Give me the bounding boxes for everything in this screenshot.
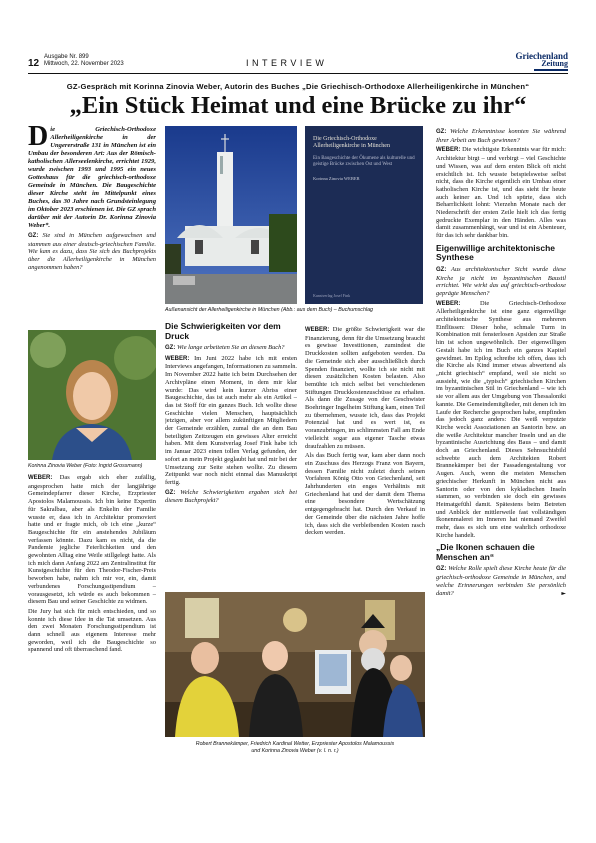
answer-1-continued: Die Jury hat sich für mich entschieden, und so konnte ich diese Idee in die Tat umsetzen. Aus den zwei Monaten Forschungsstipendium ist dann schnell aus eigenem Interesse mehr geworden, weil ich die Baugeschichte so spannend und oft überraschend fand. xyxy=(28,607,156,654)
church-illustration xyxy=(165,126,297,304)
portrait-illustration xyxy=(28,330,156,460)
answer-3: WEBER: Die größte Schwierigkeit war die Finanzierung, denn für die Umsetzung braucht es gewisse Investitionen, zumindest die Druckkosten sollten aufgeboten werden. Da die Gemeinde sich aber ausschließlich durch Spenden finanziert, wollte ich sie nicht mit diesen zusätzlichen Kosten belasten. Also bemühte ich mich selbst bei verschiedenen Stiftungen Druckkostenzuschüsse zu erhalten. Als dann die Zusage von der Geschwister Boehringer Ingelheim Stiftung kam, einen Teil zu übernehmen, wusste ich, dass das Projekt Potenzial hat und es wert ist, es voranzubringen, im schlimmsten Fall am Ende vielleicht sogar aus eigener Tasche etwas draufzahlen zu müssen. xyxy=(305,326,425,450)
logo-bar xyxy=(534,69,568,71)
question-2: GZ: Wie lange arbeiteten Sie an diesem Buch? xyxy=(165,344,285,351)
issue-number: Ausgabe Nr. 899 xyxy=(44,54,89,60)
subheading-druck: Die Schwierigkeiten vor dem Druck xyxy=(165,321,281,341)
continue-arrow-icon: ► xyxy=(561,589,566,597)
subheading-synthese: Eigenwillige architektonische Synthese xyxy=(436,242,556,263)
question-1: GZ: Sie sind in München aufgewachsen und stammen aus einer deutsch-griechischen Familie. Wie kam es dazu, dass Sie sich des Buchprojekts über die Allerheiligenkirche in München angenommen haben? xyxy=(28,232,156,271)
issue-date: Mittwoch, 22. November 2023 xyxy=(44,61,124,67)
question-6: GZ: Welche Rolle spielt diese Kirche heute für die griechisch-orthodoxe Gemeinde in München, und welche Erinnerungen verbinden Sie persönlich damit? ► xyxy=(436,565,566,597)
book-title: Die Griechisch-Orthodoxe Allerheiligenkirche in München xyxy=(313,136,390,149)
column-3 xyxy=(305,326,425,588)
article-kicker: GZ-Gespräch mit Korinna Zinovia Weber, Autorin des Buches „Die Griechisch-Orthodoxe Allerheiligenkirche in München“ xyxy=(66,82,530,91)
page-header xyxy=(28,52,568,74)
book-author: Korinna Zinovia WEBER xyxy=(313,176,360,181)
column-1-bottom xyxy=(28,474,156,786)
section-title: INTERVIEW xyxy=(246,58,328,68)
answer-4: WEBER: Die wichtigste Erkenntnis war für mich: Architektur birgt – und verbirgt – viel Geschichte und Wissen, was auf dem ersten Blick oft nicht ersichtlich ist. Ich wusste beispielsweise selbst nicht, dass die Kirche eigentlich ein Umbau einer katholischen Kirche ist, und das sieht ihr heute auch keiner an. Und ich spürte, dass sich Beharrlichkeit lohnt: Vierzehn Monate nach der Niederschrift der ersten Zeile hielt ich das fertig gedruckte Exemplar in den Händen. Alles was damit zusammenhängt, war und ist ein Abenteuer, für das ich sehr dankbar bin. xyxy=(436,146,566,240)
group-caption-line-1: Robert Brannekämper, Friedrich Kardinal Wetter, Erzpriester Apostolos Malamoussis xyxy=(195,741,395,747)
question-5: GZ: Aus architektonischer Sicht wurde diese Kirche ja nicht im byzantinischen Baustil errichtet. Wie wirkt das auf griechisch-orthodoxe geprägte Menschen? xyxy=(436,265,566,297)
intro-column xyxy=(28,126,156,328)
group-caption-line-2: und Korinna Zinovia Weber (v. l. n. r.) xyxy=(251,747,339,754)
page-number: 12 xyxy=(28,58,40,69)
subheading-ikonen: „Die Ikonen schauen die Menschen an“ xyxy=(436,542,535,562)
column-4 xyxy=(436,128,566,760)
book-publisher: Kunstverlag Josef Fink xyxy=(313,293,351,298)
portrait-caption: Korinna Zinovia Weber (Foto: Ingrid Grossmann) xyxy=(28,463,143,469)
column-2 xyxy=(165,318,297,590)
group-caption xyxy=(165,741,425,754)
group-illustration xyxy=(165,592,425,737)
book-subtitle: Ein Baugeschichte der Ökumene als kulturelle und geistige Brücke zwischen Ost und West xyxy=(313,156,415,167)
church-photo xyxy=(165,126,297,304)
logo-line-1: Griechenland xyxy=(515,51,568,61)
answer-3-continued: Als das Buch fertig war, kam aber dann noch ein Zuschuss des Herzogs Franz von Bayern, dessen Familie nicht zuletzt durch seinen Vorfahren König Otto von Griechenland, seit Jahrhunderten ein enges Verhältnis mit Griechenland hat und der damit dem Thema eine besondere Wertschätzung entgegengebracht hat. Durch den Verkauf in der Gemeinde über die nächsten Jahre hoffe ich, dass sich die verbleibenden Kosten rasch decken werden. xyxy=(305,452,425,537)
group-photo xyxy=(165,592,425,737)
church-caption: Außenansicht der Allerheiligenkirche in München (Abb.: aus dem Buch) – Buchumschlag xyxy=(165,307,373,313)
logo-line-2: Zeitung xyxy=(541,59,568,68)
question-3: GZ: Welche Schwierigkeiten ergaben sich bei diesem Buchprojekt? xyxy=(165,488,297,505)
issue-info xyxy=(44,54,124,68)
answer-2: WEBER: Im Juni 2022 habe ich mit ersten Interviews angefangen, Informationen zu sammeln. Im November 2022 hatte ich beim Durchsehen der Archivpläne einen Moment, in dem mir klar wurde: Das wird kein kurzer Abriss einer Baugeschichte, das ist auch mehr als ein Artikel – das ist Stoff für ein ganzes Buch. Ich wollte diese Geschichte vielen Menschen, hauptsächlich jetzigen, aber vor allem zukünftigen Mitgliedern der Gemeinde erzählen, zumal die an dem Bau beteiligten Zeitzeugen ein gewisses Alter erreicht haben. Mit dem Kunstverlag Josef Fink habe ich im Januar 2023 einen tollen Verlag gefunden, der sofort an mein Projekt geglaubt hat und mir bei der Umsetzung zur Seite stehen wollte. Zu diesem Zeitpunkt war noch nicht einmal das Manuskript fertig. xyxy=(165,354,297,486)
portrait-photo xyxy=(28,330,156,460)
answer-1: WEBER: Das ergab sich eher zufällig, angesprochen hatte mich der langjährige Gemeindepfarrer dieser Kirche, Erzpriester Apostolos Malamoussis. Ich bin keine Expertin für Sakralbau, aber als Enkelin der Familie wusste er, dass ich in Architektur promoviert hatte und er fragte mich, ob ich eine „kurze“ Baugeschichte für ein anstehendes Jubiläum verfassen könnte. Dazu kam es nicht, da die Pandemie jegliche Feierlichkeiten und den gewohnten Alltag eine Weile stillgelegt hatte. Als ich mich dann Anfang 2022 am Zentralinstitut für Kunstgeschichte für den Theodor-Fischer-Preis beworben habe, nahm ich mir vor, ein, damit verbundenes Forschungsstipendium – vorausgesetzt, ich würde es auch bekommen – diesem Bau und seiner Geschichte zu widmen. xyxy=(28,474,156,606)
answer-5: WEBER: Die Griechisch-Orthodoxe Allerheiligenkirche ist eine ganz eigenwillige architektonische Synthese aus mehreren Einflüssen: Dieser hohe, schmale Turm in Kombination mit fensterlosen Apsiden zur Straße hin ist schon ungewöhnlich. Der eigenwilligen Gestalt habe ich im Buch ein ganzes Kapitel gewidmet. Im Epilog schreibe ich offen, dass ich die Kirche als Kind immer etwas abwertend als „nicht griechisch“ empfand, weil sie nicht so aussieht, wie die „typisch“ griechischen Kirchen im byzantinischen Stil in Griechenland – wie ich sie vor allem aus der Umgebung von Thessaloniki kannte. Die Gemeindemitglieder, mit denen ich im Laufe der Recherche gesprochen habe, empfinden das jedoch ganz anders: Die weiß verputzte Kirche weckt Assoziationen an Santorin bzw. an die weiße Architektur mancher Inseln und an die byzantinische Ausrichtung des Baus – und damit doch an Griechenland. Dieses Sehnsuchtsbild schwebte auch dem Architekten Robert Brannekämper bei der Fassadengestaltung vor Augen. Auch, wenn die meisten Menschen griechischer Herkunft in München nicht aus Santorin oder von den kykladischen Inseln stammen, so verbinden sie doch ein gewisses Heimatgefühl damit. Spätestens beim Betreten und Anblick der mittlerweile fast vollständigen Ikonenmalerei im Inneren hat niemand Zweifel mehr, dass es sich um eine wahrlich orthodoxe Kirche handelt. xyxy=(436,299,566,539)
question-4: GZ: Welche Erkenntnisse konnten Sie während Ihrer Arbeit am Buch gewinnen? xyxy=(436,128,566,144)
book-cover xyxy=(305,126,423,304)
newspaper-logo xyxy=(508,52,568,72)
drop-cap: D xyxy=(28,126,49,152)
intro-text: ie Griechisch-Orthodoxe Allerheiligenkirche in der Ungererstraße 131 in München ist ein Umbau der besonderen Art: Aus der Römisch-katholischen Allerseelenkirche, errichtet 1929, wurde zwischen 1993 und 1995 ein neues Gotteshaus für die griechisch-orthodoxe Gemeinde in München. Die Baugeschichte dieser Kirche steht im Mittelpunkt eines Buches, das 30 Jahre nach Grundsteinlegung im Oktober 2023 erschienen ist. Die GZ sprach darüber mit der Autorin Dr. Korinna Zinovia Weber*. xyxy=(28,126,156,229)
intro-paragraph xyxy=(28,126,156,230)
article-headline: „Ein Stück Heimat und eine Brücke zu ihr“ xyxy=(69,92,527,119)
